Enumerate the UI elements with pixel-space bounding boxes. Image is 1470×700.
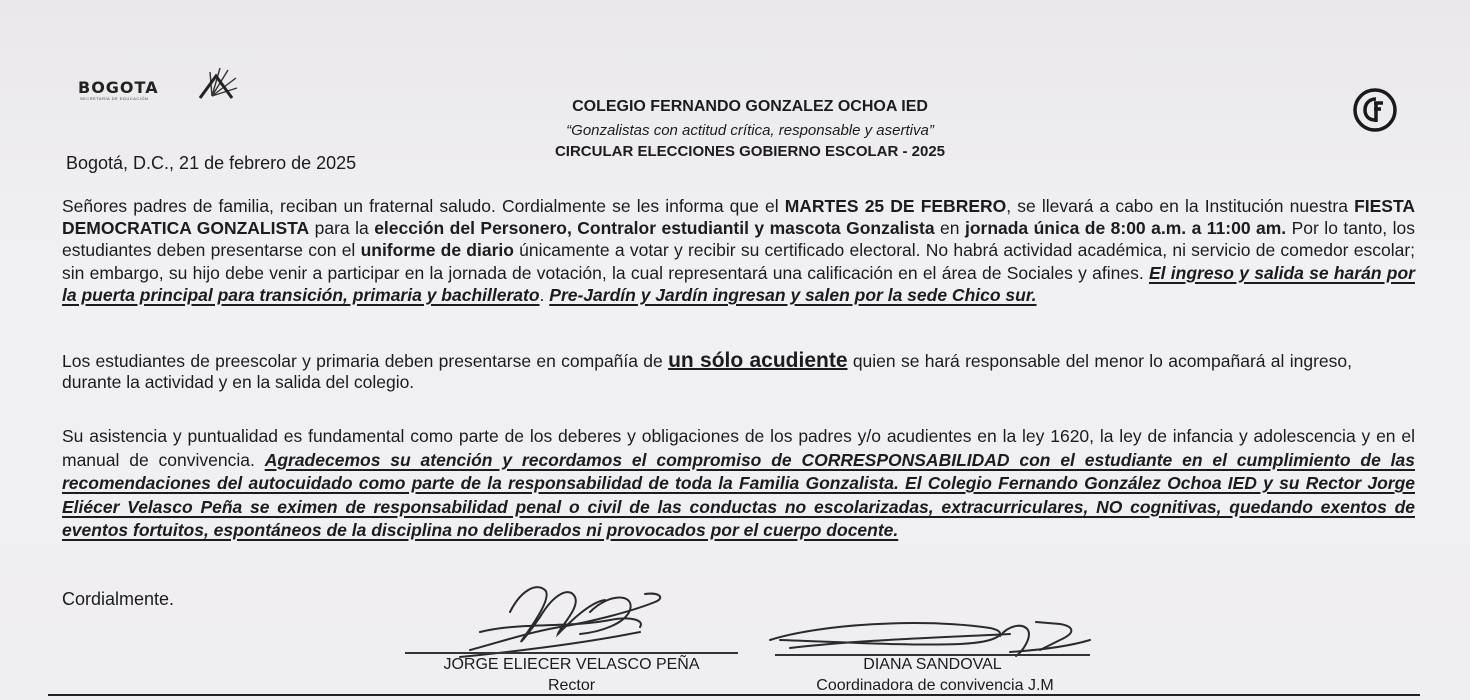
school-motto: “Gonzalistas con actitud crítica, responsable y asertiva” — [566, 122, 934, 139]
p1-entrance-underlined: El ingreso y salida se harán por la puerta principal para transición, primaria y bachillerato — [62, 262, 1415, 305]
p1-election-bold: elección del Personero, Contralor estudiantil y mascota Gonzalista — [374, 218, 935, 239]
cf-monogram-icon — [1352, 87, 1398, 133]
p1-event-bold: FIESTA DEMOCRATICA GONZALISTA — [62, 196, 1416, 239]
p1-kinder-underlined: Pre-Jardín y Jardín ingresan y salen por la sede Chico sur. — [549, 284, 1037, 305]
p2-one-guardian-bold: un sólo acudiente — [668, 349, 848, 372]
p3-disclaimer-underlined: Agradecemos su atención y recordamos el compromiso de CORRESPONSABILIDAD con el estudiante en el cumplimiento de las recomendaciones del autocuidado como parte de la responsabilidad de toda la Familia Gonzalista. El Colegio Fernando González Ochoa IED y su Rector Jorge Eliécer Velasco Peña se eximen de responsabilidad penal o civil de las conductas no escolarizadas, extracurriculares, NO cognitivas, quedando exentos de eventos fortuitos, espontáneos de la disciplina no deliberados ni provocados por el cuerpo docente. — [62, 449, 1415, 540]
sun-burst-icon — [182, 66, 238, 100]
p1-text-7: . — [539, 284, 550, 305]
p1-text-3: para la — [309, 218, 375, 239]
p2-text-1: Los estudiantes de preescolar y primaria deben presentarse en compañía de — [62, 351, 669, 371]
p3-text-1: Su asistencia y puntualidad es fundamental como parte de los deberes y obligaciones de los padres y/o acudientes en la ley 1620, la ley de infancia y adolescencia y en el manual de convivencia. — [62, 426, 1415, 470]
logo-wordmark: BOGOTA — [78, 78, 159, 97]
page-bottom-rule — [48, 694, 1420, 696]
coordinator-role: Coordinadora de convivencia J.M — [816, 677, 1054, 694]
p1-date-bold: MARTES 25 DE FEBRERO — [784, 196, 1007, 216]
circular-title: CIRCULAR ELECCIONES GOBIERNO ESCOLAR - 2025 — [554, 143, 946, 160]
coordinator-name: DIANA SANDOVAL — [863, 656, 1002, 673]
school-name: COLEGIO FERNANDO GONZALEZ OCHOA IED — [572, 98, 928, 115]
paragraph-announcement — [62, 195, 1415, 306]
p1-text-6: únicamente a votar y recibir su certificado electoral. No habrá actividad académica, ni servicio de comedor escolar; sin embargo, su hijo debe venir a participar en la jornada de votación, la cual representará una calificación en el área de Sociales y afines. — [62, 240, 1416, 283]
p1-text-2: , se llevará a cabo en la Institución nuestra — [1006, 196, 1355, 216]
rector-signature — [440, 572, 680, 662]
p1-schedule-bold: jornada única de 8:00 a.m. a 11:00 am. — [964, 218, 1287, 239]
p2-text-2: quien se hará responsable del menor lo acompañará al ingreso, durante la actividad y en la salida del colegio. — [62, 351, 1352, 392]
paragraph-guardian — [62, 350, 1352, 393]
p1-uniform-bold: uniforme de diario — [360, 240, 514, 261]
rector-name: JORGE ELIECER VELASCO PEÑA — [443, 656, 700, 673]
closing-salutation: Cordialmente. — [62, 589, 175, 609]
p1-text-1: Señores padres de familia, reciban un fraternal saludo. Cordialmente se les informa que el — [62, 196, 785, 216]
p1-text-5: Por lo tanto, los estudiantes deben presentarse con el — [62, 218, 1415, 261]
rector-role: Rector — [547, 677, 596, 694]
p1-text-4: en — [934, 218, 965, 239]
rector-signature-line — [405, 652, 738, 654]
bogota-logo — [78, 66, 238, 106]
paragraph-responsibility — [62, 425, 1415, 543]
logo-subtext: SECRETARÍA DE EDUCACIÓN — [80, 96, 149, 101]
letter-date: Bogotá, D.C., 21 de febrero de 2025 — [66, 153, 357, 173]
